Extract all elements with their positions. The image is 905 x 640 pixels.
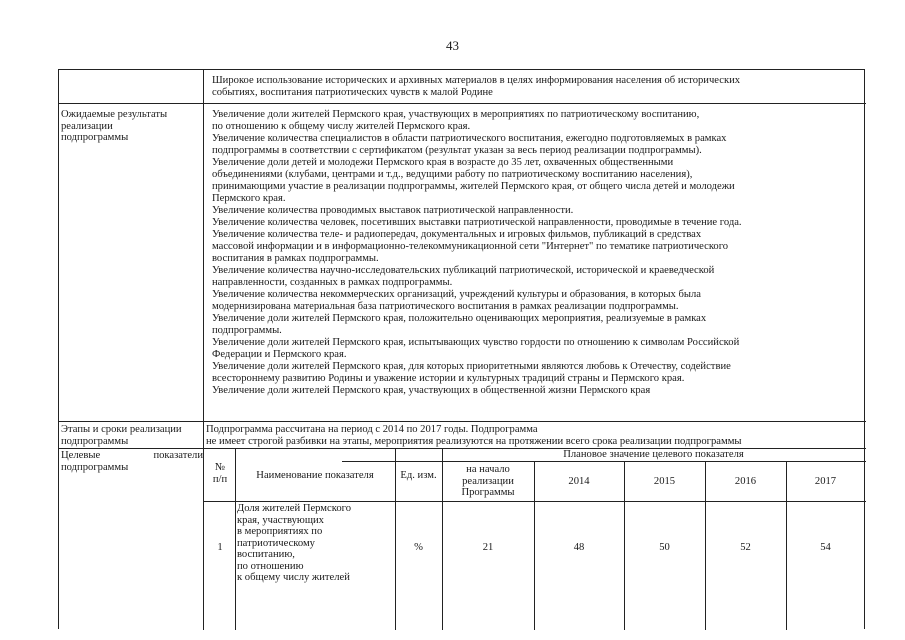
header-year: 2015 [653, 476, 676, 487]
indicator-name-line: Доля жителей Пермского [237, 503, 351, 514]
targets-label-word: Целевые [61, 450, 101, 461]
result-line: Увеличение доли жителей Пермского края, положительно оценивающих мероприятия, реализуемые в рамках [212, 313, 707, 324]
row-divider [59, 421, 866, 422]
indicator-start-value: 21 [482, 542, 494, 553]
stages-line: не имеет строгой разбивки на этапы, мероприятия реализуются на протяжении всего срока реализации подпрограммы [206, 436, 742, 447]
result-line: направленности, созданных в рамках подпрограммы. [212, 277, 453, 288]
result-line: всестороннему развитию Родины и уважение истории и культурных традиций страны и Пермского края. [212, 373, 685, 384]
header-start-line: реализации [462, 475, 514, 487]
result-line: Увеличение количества человек, посетивших выставки патриотической направленности, проводимые в течение года. [212, 217, 742, 228]
result-line: подпрограммы. [212, 325, 282, 336]
header-num [204, 462, 236, 485]
indicator-value: 48 [573, 542, 585, 553]
top-row-line: Широкое использование исторических и архивных материалов в целях информирования населения об исторических [212, 75, 741, 86]
result-line: Увеличение количества теле- и радиопередач, документальных и игровых фильмов, публикаций в средствах [212, 229, 702, 240]
result-line: Увеличение количества специалистов в области патриотического воспитания, ежегодно подготовляемых в рамках [212, 133, 727, 144]
indicator-name [237, 503, 395, 584]
header-year: 2016 [734, 476, 757, 487]
results-label: Ожидаемые результаты [61, 109, 168, 120]
targets-label: подпрограммы [61, 461, 129, 473]
targets-label [61, 450, 203, 462]
header-num-line: № [214, 462, 226, 473]
indicator-name-line: в мероприятиях по [237, 526, 323, 537]
result-line: Увеличение количества некоммерческих организаций, учреждений культуры и образования, в которых была [212, 289, 701, 300]
stages-line: Подпрограмма рассчитана на период с 2014 по 2017 годы. Подпрограмма [206, 424, 538, 435]
row-num: 1 [217, 542, 223, 553]
stages-label: Этапы и сроки реализации [61, 424, 182, 435]
subtable-divider [204, 501, 866, 502]
result-line: массовой информации и в информационно-телекоммуникационной сети "Интернет" по тематике патриотического [212, 241, 729, 252]
row-divider [59, 103, 866, 104]
targets-label-word: показатели [153, 450, 203, 461]
result-line: модернизирована материальная база патриотического воспитания в рамках реализации подпрограммы. [212, 301, 679, 312]
result-line: Увеличение доли жителей Пермского края, для которых приоритетными являются любовь к Отечеству, содействие [212, 361, 731, 372]
indicator-name-line: патриотическому [237, 537, 315, 549]
result-line: принимающими участие в реализации подпрограммы, жителей Пермского края, от общего числа детей и молодежи [212, 181, 735, 192]
result-line: Увеличение количества проводимых выставок патриотической направленности. [212, 205, 574, 216]
subtable-divider [342, 461, 866, 462]
header-start-line: на начало [466, 464, 510, 475]
top-row-line: событиях, воспитания патриотических чувств к малой Родине [212, 87, 493, 98]
header-num-line: п/п [212, 473, 228, 485]
result-line: Увеличение количества научно-исследовательских публикаций патриотической, исторической и краеведческой [212, 265, 715, 276]
indicator-value: 54 [820, 542, 831, 553]
stages-label: подпрограммы [61, 436, 129, 447]
indicator-value: 52 [740, 542, 751, 553]
header-name: Наименование показателя [256, 470, 374, 481]
header-planned: Плановое значение целевого показателя [563, 449, 744, 460]
page-number: 43 [446, 38, 459, 53]
indicator-name-line: края, участвующих [237, 514, 324, 526]
results-label: подпрограммы [61, 132, 129, 143]
result-line: подпрограммы в соответствии с сертификатом (результат указан за весь период реализации подпрограммы). [212, 145, 702, 156]
result-line: Увеличение доли жителей Пермского края, участвующих в общественной жизни Пермского края [212, 385, 651, 396]
result-line: Увеличение доли детей и молодежи Пермского края в возрасте до 35 лет, охваченных общественными [212, 157, 674, 168]
indicator-value: 50 [659, 542, 670, 553]
header-start [442, 464, 534, 499]
indicator-unit: % [414, 542, 423, 553]
indicator-name-line: по отношению [237, 560, 304, 572]
header-start-line: Программы [461, 487, 515, 498]
indicator-name-line: к общему числу жителей [237, 572, 350, 583]
result-line: воспитания в рамках подпрограммы. [212, 253, 379, 264]
header-year: 2017 [814, 476, 837, 487]
header-unit: Ед. изм. [400, 470, 437, 481]
result-line: Увеличение доли жителей Пермского края, испытывающих чувство гордости по отношению к символам Российской [212, 337, 740, 348]
result-line: объединениями (клубами, центрами и т.д., ведущими работу по патриотическому воспитанию населения), [212, 169, 693, 180]
header-year: 2014 [568, 476, 590, 487]
result-line: по отношению к общему числу жителей Пермского края. [212, 121, 471, 132]
result-line: Пермского края. [212, 193, 286, 204]
result-line: Федерации и Пермского края. [212, 349, 347, 360]
result-line: Увеличение доли жителей Пермского края, участвующих в мероприятиях по патриотическому воспитанию, [212, 109, 700, 120]
results-label: реализации [61, 120, 113, 132]
indicator-name-line: воспитанию, [237, 549, 295, 560]
